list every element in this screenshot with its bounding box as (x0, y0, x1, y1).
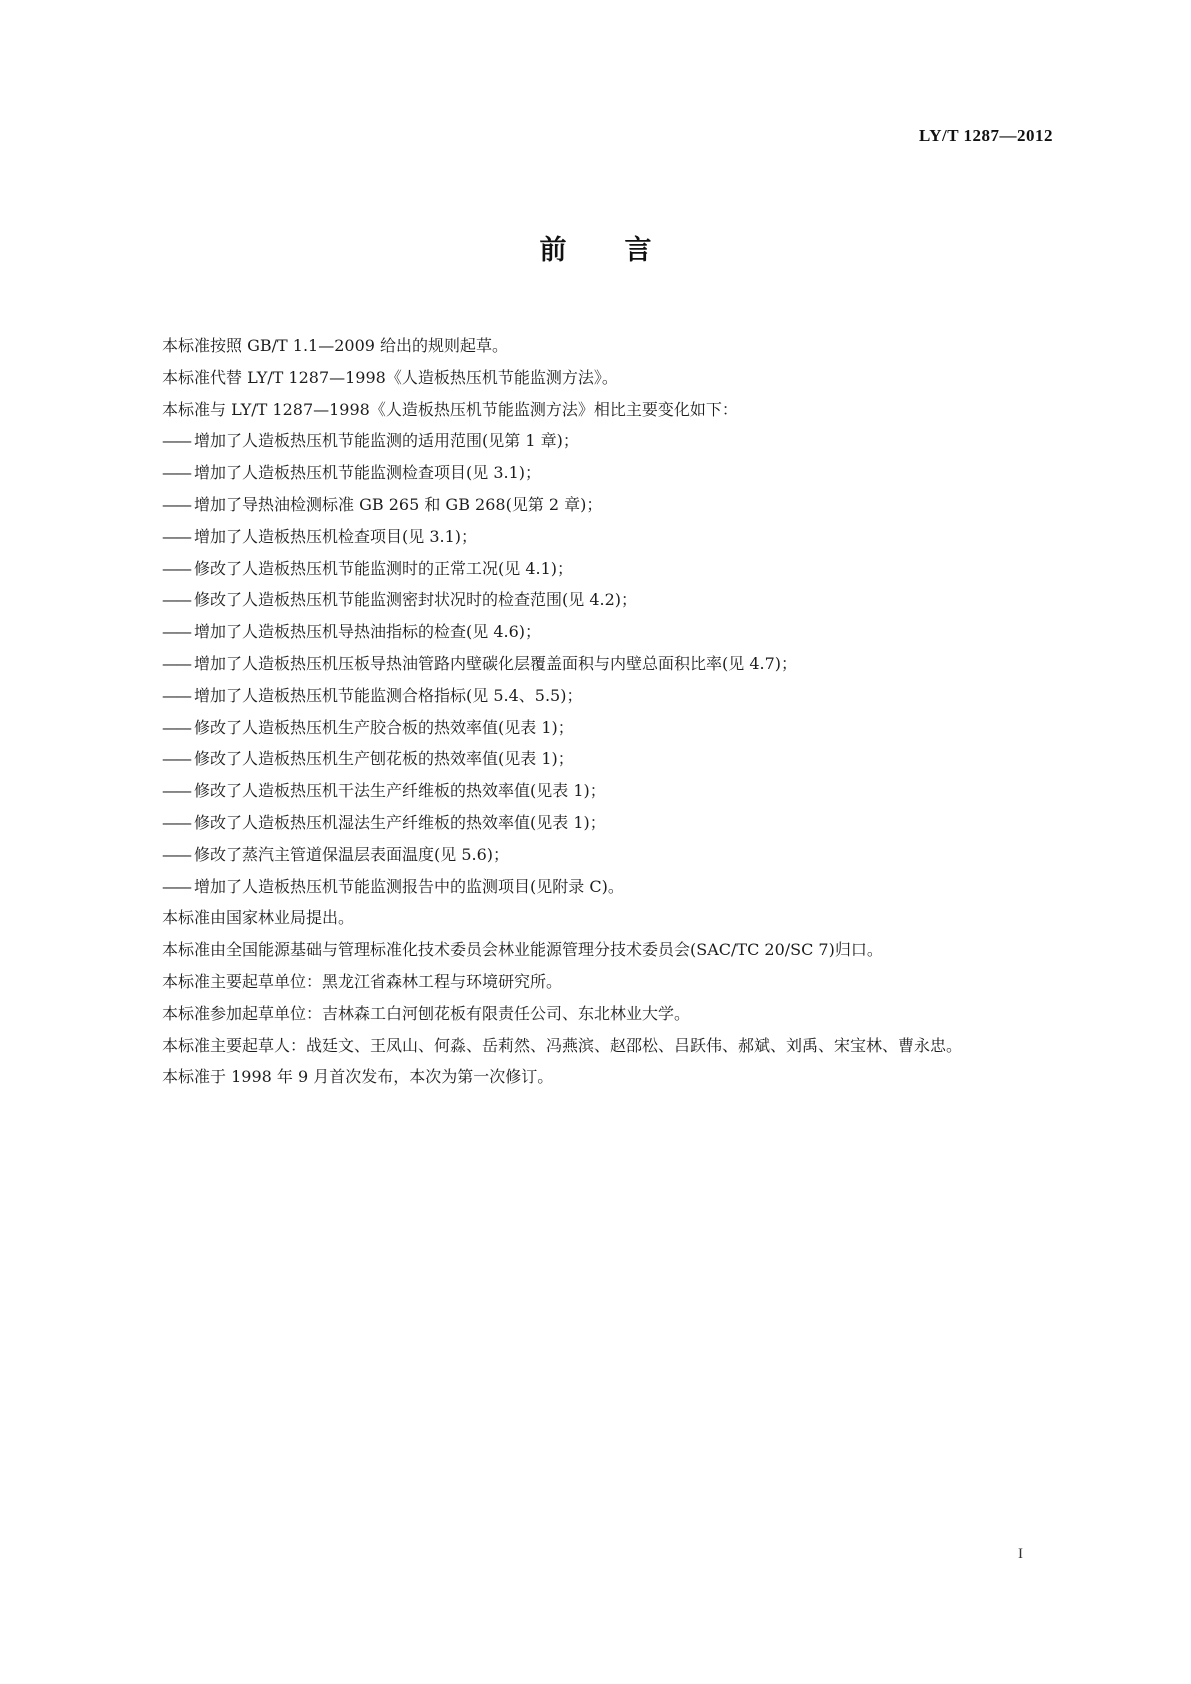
dash-mark: —— (162, 685, 190, 705)
paragraph-drafters: 本标准主要起草人：战廷文、王凤山、何淼、岳莉然、冯燕滨、赵邵松、吕跃伟、郝斌、刘禹、宋宝林、曹永忠。 (162, 1035, 963, 1055)
dash-mark: —— (162, 463, 190, 483)
change-text: 修改了人造板热压机生产胶合板的热效率值(见表 1)； (194, 717, 574, 737)
title-char-1: 前 (539, 235, 567, 266)
dash-mark: —— (162, 844, 190, 864)
change-text: 增加了人造板热压机节能监测的适用范围(见第 1 章)； (194, 431, 579, 451)
page-number: I (1018, 1546, 1023, 1562)
document-code: LY/T 1287—2012 (918, 126, 1053, 145)
title-char-2: 言 (624, 235, 652, 266)
change-item (130, 457, 1058, 489)
page-title (0, 228, 1191, 267)
change-text: 增加了人造板热压机压板导热油管路内壁碳化层覆盖面积与内壁总面积比率(见 4.7)； (194, 653, 798, 673)
dash-mark: —— (162, 622, 190, 642)
change-text: 修改了蒸汽主管道保温层表面温度(见 5.6)； (194, 844, 510, 864)
foreword-body (130, 330, 1058, 1093)
dash-mark: —— (162, 431, 190, 451)
change-item (130, 680, 1058, 712)
paragraph-changes-intro: 本标准与 LY/T 1287—1998《人造板热压机节能监测方法》相比主要变化如下： (162, 399, 738, 419)
dash-mark: —— (162, 590, 190, 610)
paragraph-main-drafting-unit: 本标准主要起草单位：黑龙江省森林工程与环境研究所。 (162, 971, 563, 991)
dash-mark: —— (162, 749, 190, 769)
dash-mark: —— (162, 653, 190, 673)
change-text: 增加了人造板热压机节能监测报告中的监测项目(见附录 C)。 (194, 876, 624, 896)
change-text: 修改了人造板热压机生产刨花板的热效率值(见表 1)； (194, 749, 574, 769)
change-item (130, 553, 1058, 585)
dash-mark: —— (162, 876, 190, 896)
change-item (130, 616, 1058, 648)
change-item (130, 648, 1058, 680)
paragraph-release-history: 本标准于 1998 年 9 月首次发布，本次为第一次修订。 (162, 1067, 554, 1087)
change-text: 修改了人造板热压机节能监测密封状况时的检查范围(见 4.2)； (194, 590, 638, 610)
dash-mark: —— (162, 558, 190, 578)
change-item (130, 489, 1058, 521)
change-text: 修改了人造板热压机节能监测时的正常工况(见 4.1)； (194, 558, 574, 578)
change-item (130, 775, 1058, 807)
paragraph-drafting-rules: 本标准按照 GB/T 1.1—2009 给出的规则起草。 (162, 336, 509, 355)
paragraph-replaces: 本标准代替 LY/T 1287—1998《人造板热压机节能监测方法》。 (162, 367, 618, 387)
paragraph-under-jurisdiction: 本标准由全国能源基础与管理标准化技术委员会林业能源管理分技术委员会(SAC/TC 20/SC 7)归口。 (162, 940, 883, 960)
change-item (130, 712, 1058, 744)
paragraph-proposed-by: 本标准由国家林业局提出。 (162, 908, 355, 928)
dash-mark: —— (162, 526, 190, 546)
change-item (130, 584, 1058, 616)
change-text: 修改了人造板热压机干法生产纤维板的热效率值(见表 1)； (194, 781, 606, 801)
dash-mark: —— (162, 717, 190, 737)
dash-mark: —— (162, 494, 190, 514)
change-text: 增加了人造板热压机导热油指标的检查(见 4.6)； (194, 622, 542, 642)
change-item (130, 871, 1058, 903)
change-item (130, 425, 1058, 457)
change-text: 增加了人造板热压机节能监测合格指标(见 5.4、5.5)； (194, 685, 583, 705)
change-text: 增加了导热油检测标准 GB 265 和 GB 268(见第 2 章)； (194, 494, 603, 514)
change-item (130, 839, 1058, 871)
change-text: 增加了人造板热压机节能监测检查项目(见 3.1)； (194, 463, 542, 483)
dash-mark: —— (162, 812, 190, 832)
change-item (130, 807, 1058, 839)
change-text: 修改了人造板热压机湿法生产纤维板的热效率值(见表 1)； (194, 812, 606, 832)
dash-mark: —— (162, 781, 190, 801)
paragraph-participating-units: 本标准参加起草单位：吉林森工白河刨花板有限责任公司、东北林业大学。 (162, 1003, 691, 1023)
change-text: 增加了人造板热压机检查项目(见 3.1)； (194, 526, 478, 546)
change-item (130, 743, 1058, 775)
change-item (130, 521, 1058, 553)
